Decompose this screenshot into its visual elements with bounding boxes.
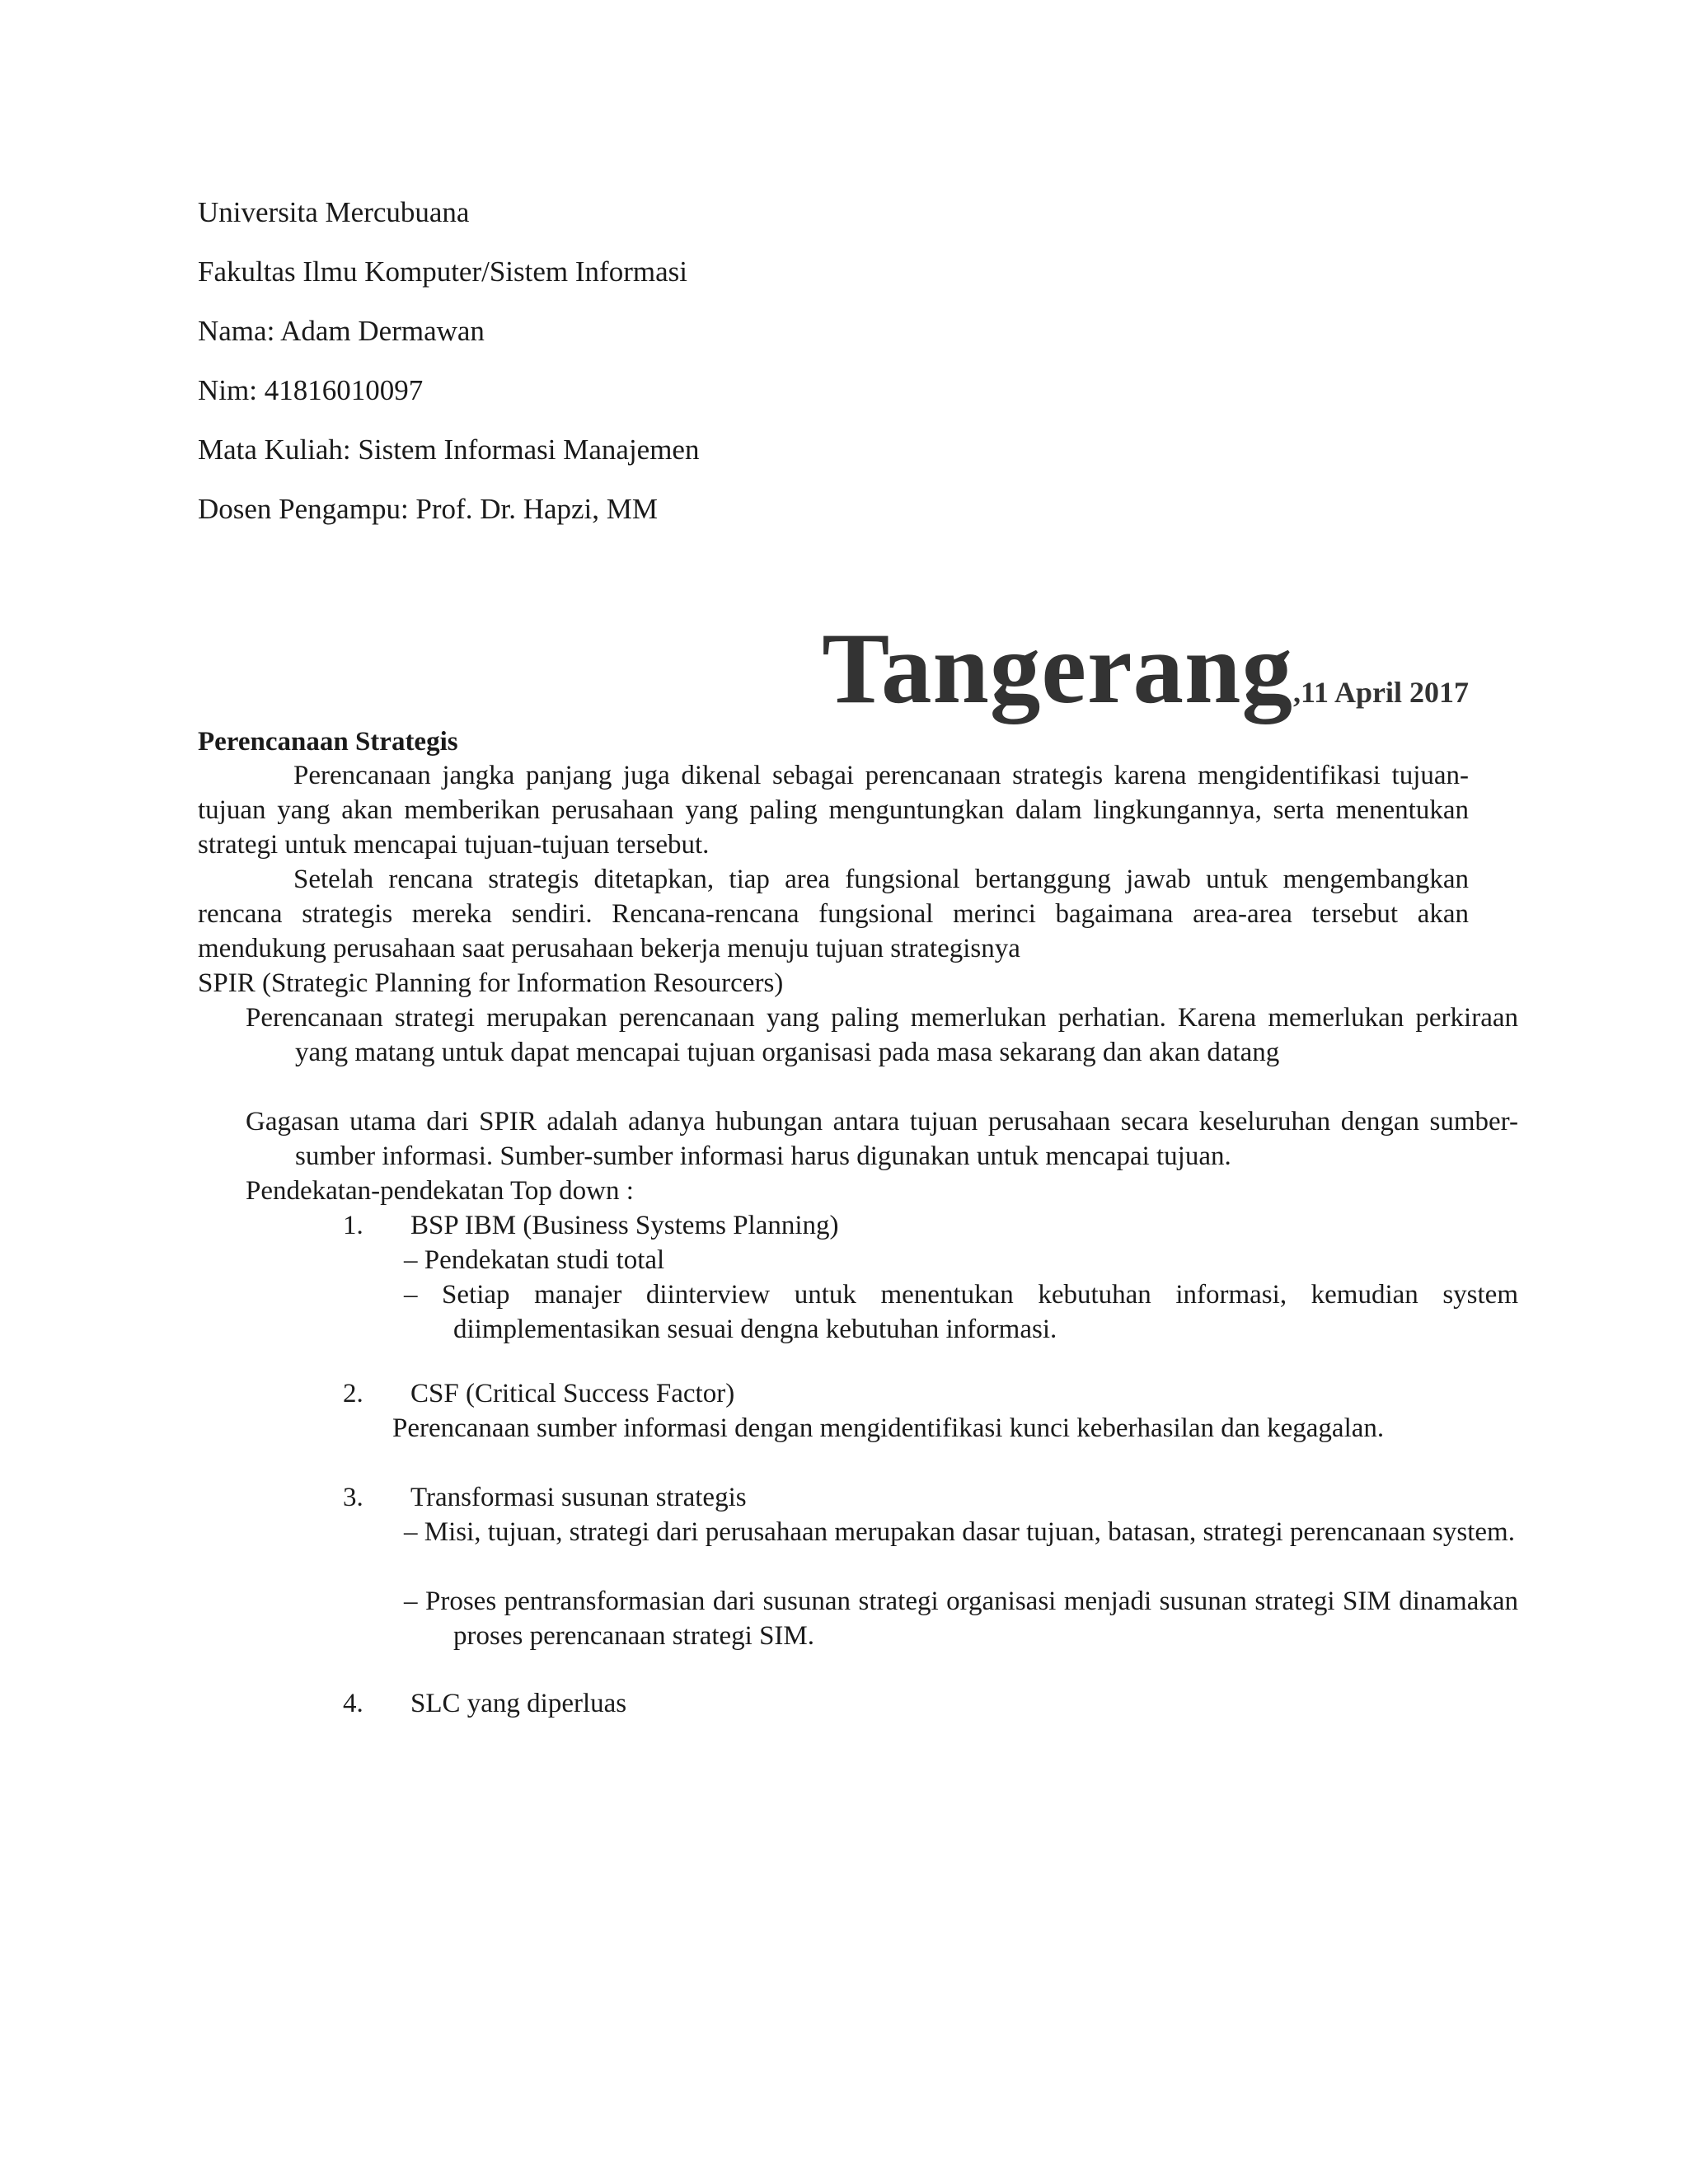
list-number: 4. bbox=[343, 1689, 363, 1718]
list-item-2-desc: Perencanaan sumber informasi dengan mengidentifikasi kunci keberhasilan dan kegagalan. bbox=[392, 1413, 1385, 1443]
course-line: Mata Kuliah: Sistem Informasi Manajemen bbox=[198, 434, 700, 466]
student-nim-line: Nim: 41816010097 bbox=[198, 374, 424, 406]
topdown-heading: Pendekatan-pendekatan Top down : bbox=[246, 1176, 634, 1206]
list-item-4 bbox=[343, 1686, 626, 1721]
lecturer-line: Dosen Pengampu: Prof. Dr. Hapzi, MM bbox=[198, 493, 659, 525]
list-item-3-sub-2: – Proses pentransformasian dari susunan strategi organisasi menjadi susunan strategi SIM dinamakan proses perencanaan strategi SIM. bbox=[404, 1586, 1518, 1651]
student-name-line: Nama: Adam Dermawan bbox=[198, 315, 485, 347]
list-item-3-sub-1: – Misi, tujuan, strategi dari perusahaan merupakan dasar tujuan, batasan, strategi perencanaan system. bbox=[404, 1517, 1515, 1547]
faculty-line: Fakultas Ilmu Komputer/Sistem Informasi bbox=[198, 255, 687, 288]
list-item-1-sub-2: – Setiap manajer diinterview untuk menentukan kebutuhan informasi, kemudian system diimplementasikan sesuai dengna kebutuhan informasi. bbox=[404, 1280, 1518, 1344]
university-line: Universita Mercubuana bbox=[198, 196, 470, 228]
paragraph-2: Setelah rencana strategis ditetapkan, tiap area fungsional bertanggung jawab untuk mengembangkan rencana strategis mereka sendiri. Rencana-rencana fungsional merinci bagaimana area-area tersebut akan mendukung perusahaan saat perusahaan bekerja menuju tujuan strategisnya bbox=[198, 865, 1469, 963]
list-item-title: SLC yang diperluas bbox=[410, 1689, 627, 1718]
list-number: 3. bbox=[343, 1483, 363, 1512]
paragraph-1: Perencanaan jangka panjang juga dikenal sebagai perencanaan strategis karena mengidentifikasi tujuan-tujuan yang akan memberikan perusahaan yang paling menguntungkan dalam lingkungannya, serta menentukan strategi untuk mencapai tujuan-tujuan tersebut. bbox=[198, 761, 1469, 860]
list-number: 1. bbox=[343, 1211, 363, 1240]
document-date: ,11 April 2017 bbox=[1292, 676, 1469, 709]
place-date bbox=[822, 610, 1469, 727]
list-item-3 bbox=[343, 1480, 747, 1515]
list-item-title: CSF (Critical Success Factor) bbox=[410, 1379, 735, 1408]
list-item-1-sub-1: – Pendekatan studi total bbox=[404, 1245, 665, 1275]
spir-point-2: Gagasan utama dari SPIR adalah adanya hubungan antara tujuan perusahaan secara keseluruhan dengan sumber-sumber informasi. Sumber-sumber informasi harus digunakan untuk mencapai tujuan. bbox=[246, 1107, 1518, 1171]
list-item-2 bbox=[343, 1376, 734, 1411]
city-name: Tangerang bbox=[822, 612, 1293, 724]
list-item-1 bbox=[343, 1208, 839, 1243]
list-item-title: BSP IBM (Business Systems Planning) bbox=[410, 1211, 839, 1240]
spir-point-1: Perencanaan strategi merupakan perencanaan yang paling memerlukan perhatian. Karena memerlukan perkiraan yang matang untuk dapat mencapai tujuan organisasi pada masa sekarang dan akan datang bbox=[246, 1003, 1518, 1067]
section-title: Perencanaan Strategis bbox=[198, 727, 458, 757]
list-item-title: Transformasi susunan strategis bbox=[410, 1483, 747, 1512]
spir-heading: SPIR (Strategic Planning for Information Resourcers) bbox=[198, 968, 784, 998]
list-number: 2. bbox=[343, 1379, 363, 1408]
